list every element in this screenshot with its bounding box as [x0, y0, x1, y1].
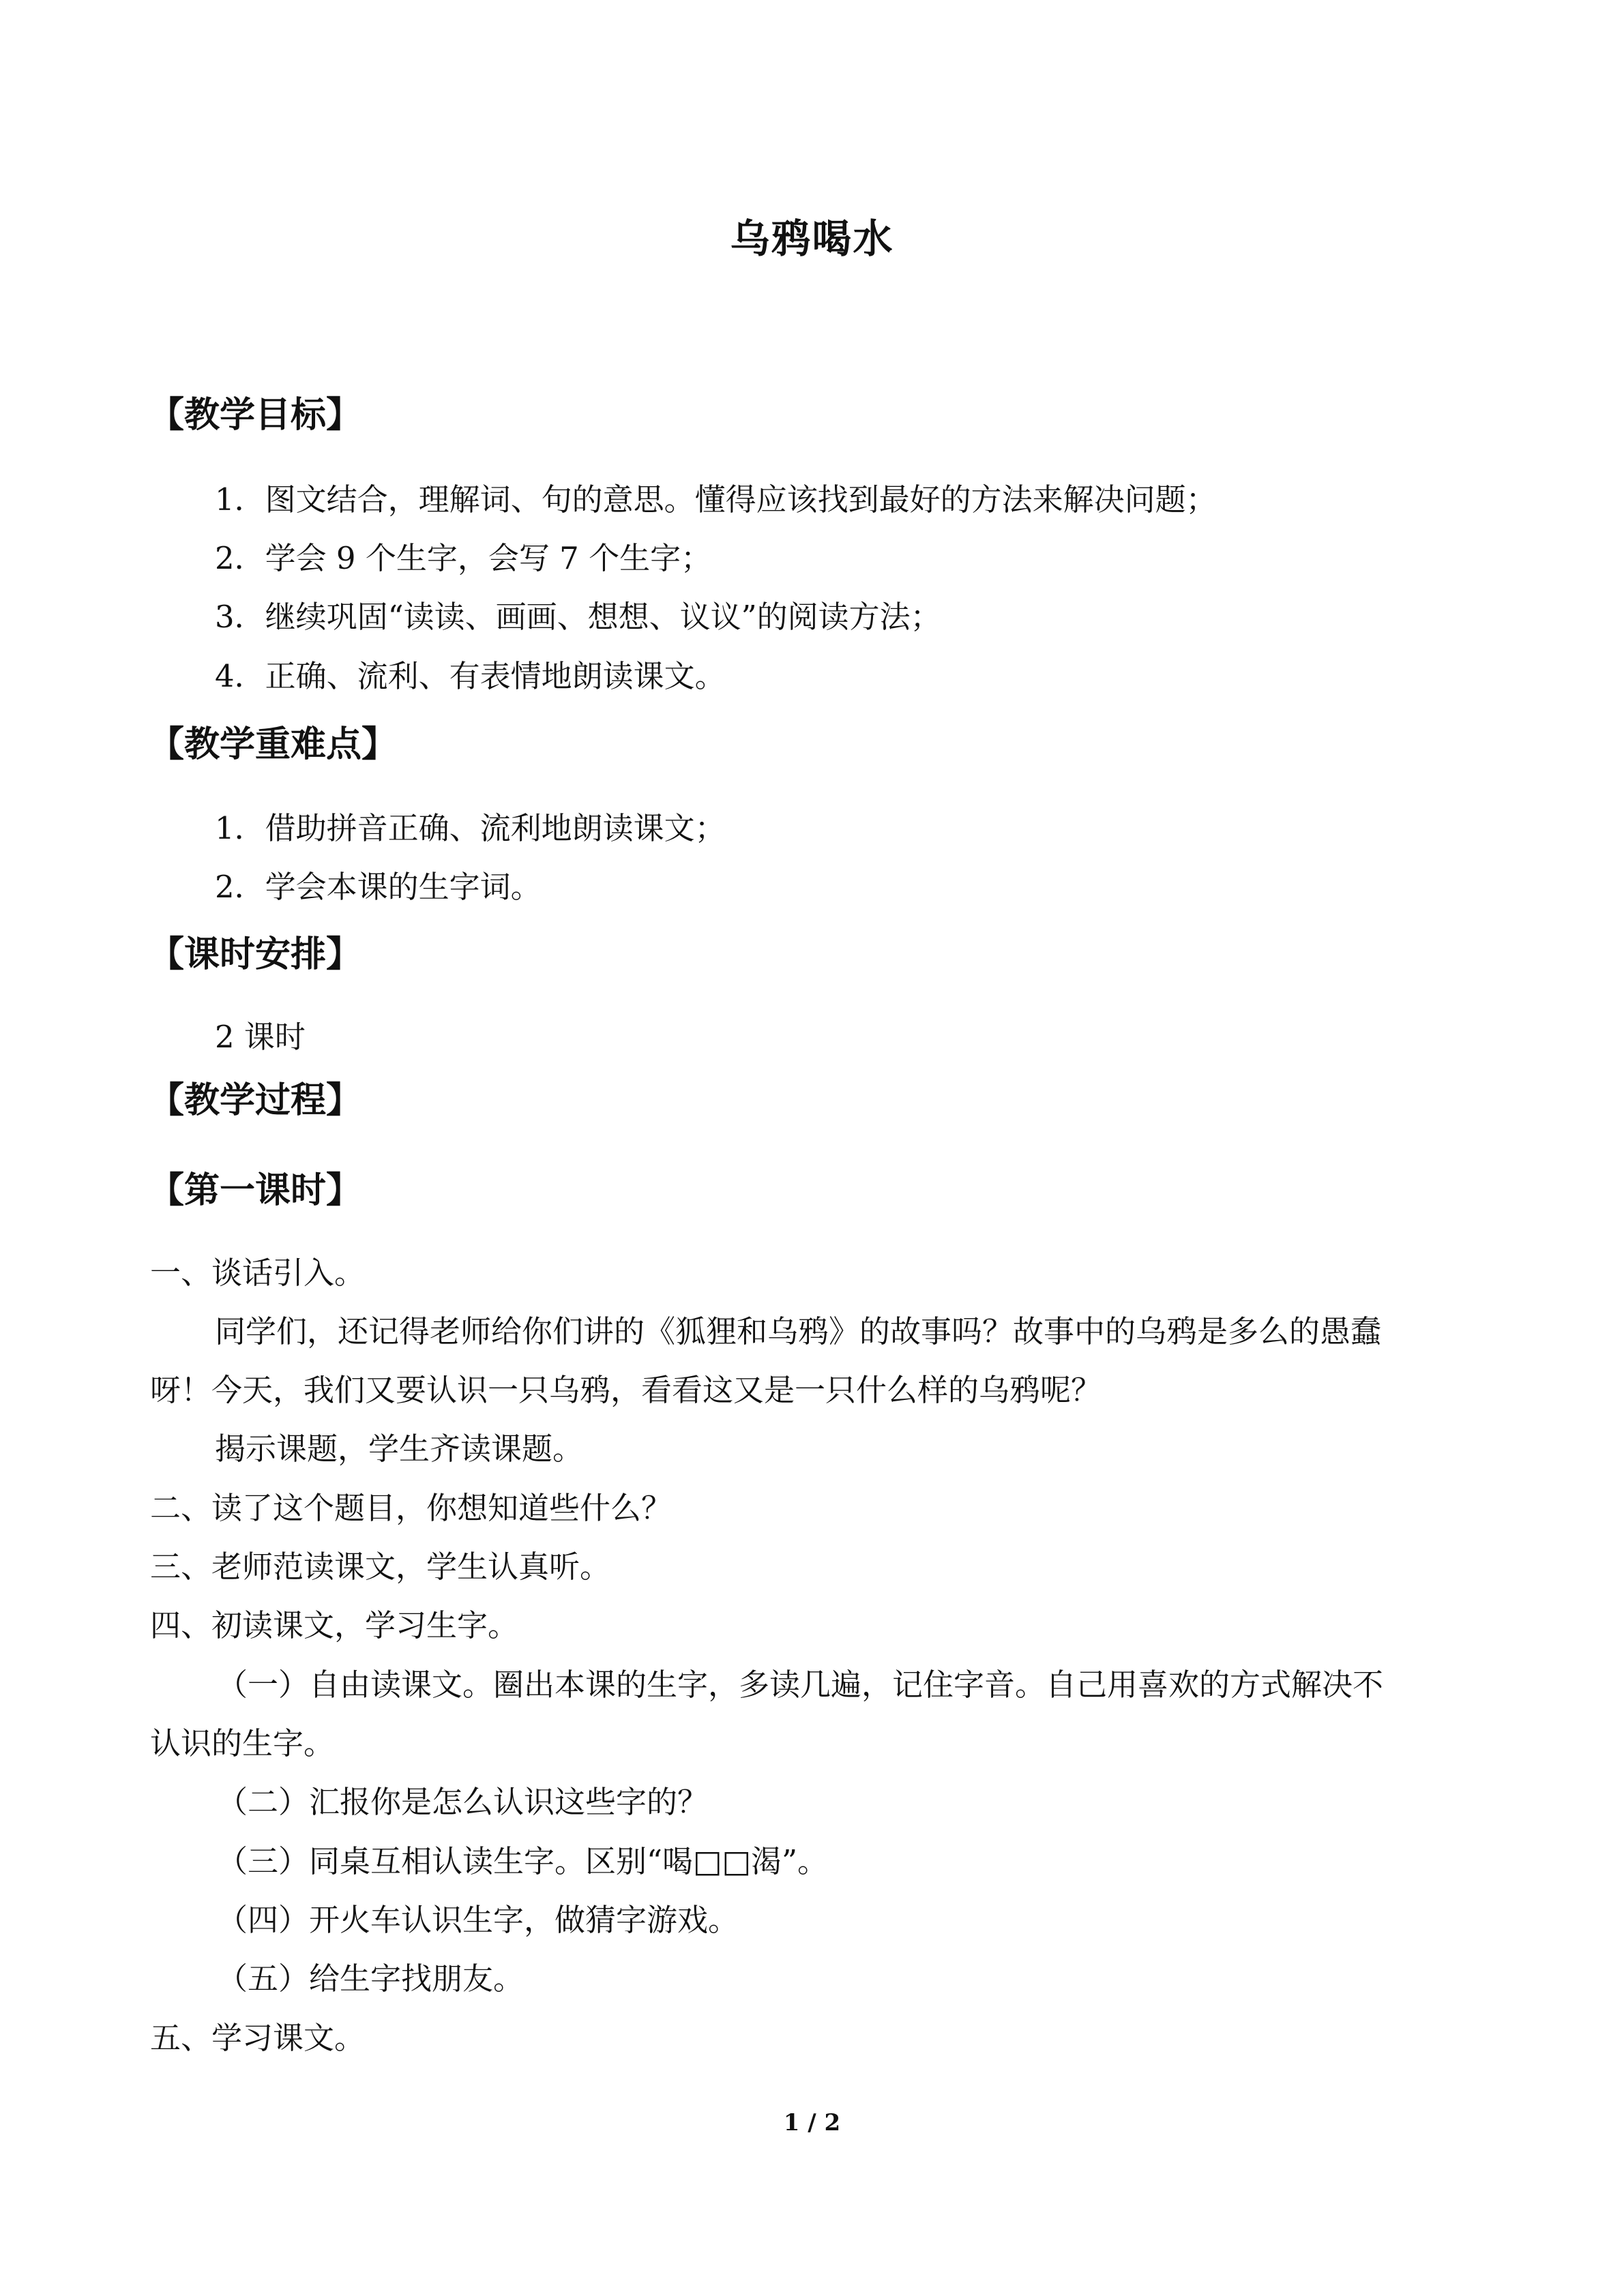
heading-first-lesson: 【第一课时】 — [149, 1170, 362, 1211]
lesson-line: （一）自由读课文。圈出本课的生字，多读几遍，记住字音。自己用喜欢的方式解决不 — [217, 1667, 1384, 1703]
objective-item-3: 3．继续巩固“读读、画画、想想、议议”的阅读方法； — [215, 599, 941, 635]
heading-key-points: 【教学重难点】 — [149, 724, 398, 765]
page-number: 1 / 2 — [783, 2109, 841, 2136]
objective-item-2: 2．学会 9 个生字，会写 7 个生字； — [215, 540, 712, 576]
lesson-line: （四）开火车认识生字，做猜字游戏。 — [217, 1902, 739, 1938]
lesson-line: （三）同桌互相认读生字。区别“喝□□渴”。 — [217, 1843, 829, 1879]
lesson-line: （五）给生字找朋友。 — [217, 1960, 525, 1997]
lesson-line: 五、学习课文。 — [150, 2020, 366, 2056]
heading-schedule: 【课时安排】 — [149, 934, 362, 975]
lesson-line: （二）汇报你是怎么认识这些字的？ — [217, 1784, 709, 1820]
lesson-line: 揭示课题，学生齐读课题。 — [215, 1431, 584, 1467]
lesson-line: 一、谈话引入。 — [150, 1255, 366, 1291]
lesson-line: 二、读了这个题目，你想知道些什么？ — [150, 1490, 673, 1526]
lesson-line: 四、初读课文，学习生字。 — [150, 1607, 519, 1643]
lesson-line: 呀！今天，我们又要认识一只乌鸦，看看这又是一只什么样的乌鸦呢？ — [150, 1372, 1102, 1408]
schedule-text: 2 课时 — [215, 1019, 306, 1055]
heading-process: 【教学过程】 — [149, 1080, 362, 1121]
lesson-line: 认识的生字。 — [150, 1725, 335, 1761]
lesson-line: 同学们，还记得老师给你们讲的《狐狸和乌鸦》的故事吗？故事中的乌鸦是多么的愚蠢 — [215, 1313, 1382, 1350]
key-point-item-2: 2．学会本课的生字词。 — [215, 869, 542, 905]
heading-objectives: 【教学目标】 — [149, 395, 362, 436]
document-title: 乌鸦喝水 — [730, 215, 894, 262]
key-point-item-1: 1．借助拼音正确、流利地朗读课文； — [215, 810, 726, 846]
objective-item-4: 4．正确、流利、有表情地朗读课文。 — [215, 658, 726, 694]
objective-item-1: 1．图文结合，理解词、句的意思。懂得应该找到最好的方法来解决问题； — [215, 481, 1217, 518]
lesson-line: 三、老师范读课文，学生认真听。 — [150, 1549, 611, 1585]
